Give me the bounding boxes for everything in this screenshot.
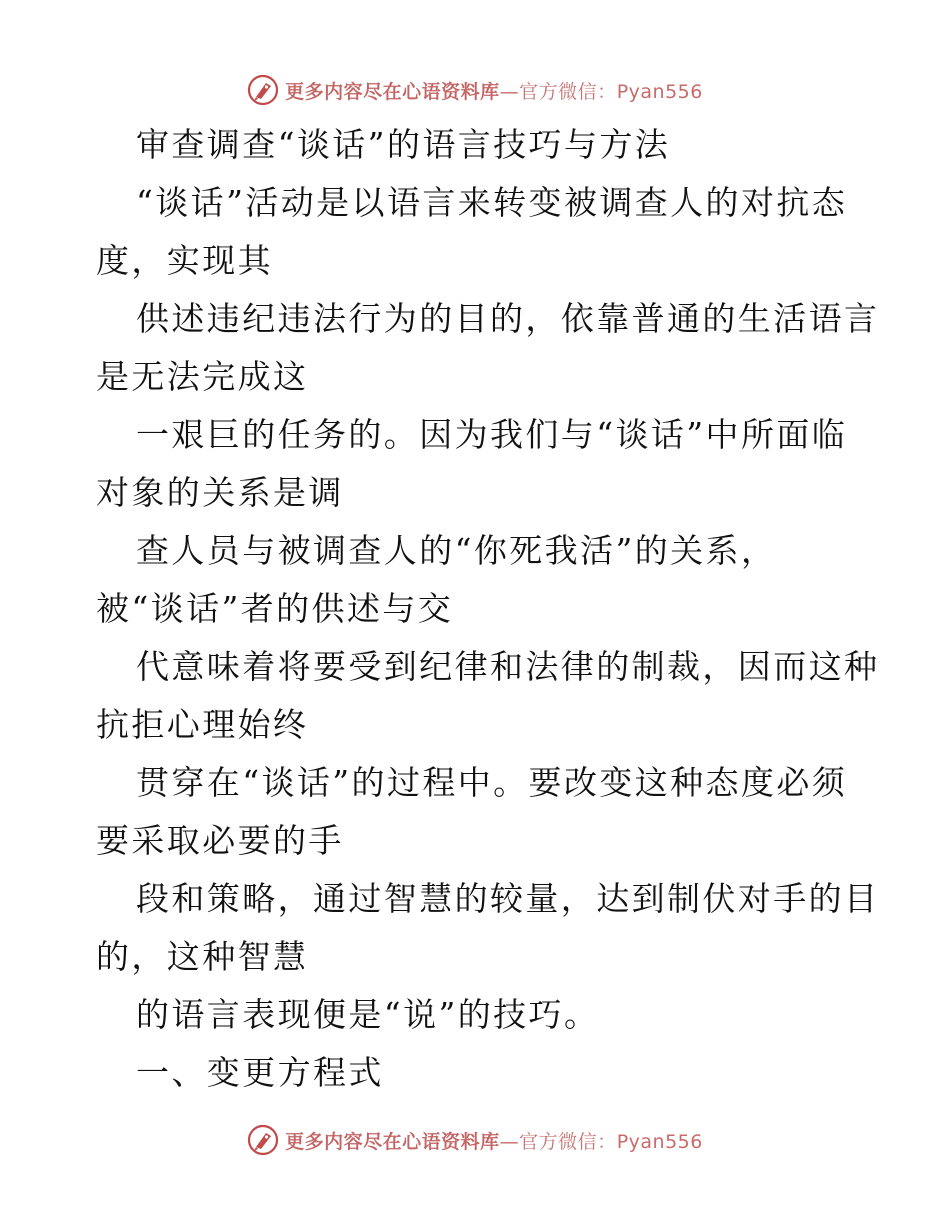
section-heading: 一、变更方程式 [136,1053,384,1092]
text-line: 代意味着将要受到纪律和法律的制裁，因而这种 [136,647,880,686]
text-line: 对象的关系是调 [96,473,344,512]
text-line: 贯穿在“谈话”的过程中。要改变这种态度必须 [136,763,848,802]
text-line: 度，实现其 [96,241,273,280]
text-line: 查人员与被调查人的“你死我活”的关系， [136,531,777,570]
watermark-sub: 官方微信： [519,1130,617,1153]
watermark-id: Pyan556 [616,80,703,103]
text-line: 一艰巨的任务的。因为我们与“谈话”中所面临 [136,415,848,454]
pen-nib-icon [247,74,279,106]
text-line: 供述违纪违法行为的目的，依靠普通的生活语言 [136,299,880,338]
watermark-id: Pyan556 [616,1130,703,1153]
text-line: 抗拒心理始终 [96,705,309,744]
watermark-text [285,1127,703,1154]
document-body [96,116,880,1102]
watermark-main: 更多内容尽在心语资料库 [285,1130,500,1153]
text-line: 的，这种智慧 [96,937,309,976]
text-line: 的语言表现便是“说”的技巧。 [136,995,600,1034]
watermark-separator: — [499,1130,520,1153]
text-line: 要采取必要的手 [96,821,344,860]
pen-nib-icon [247,1124,279,1156]
watermark-main: 更多内容尽在心语资料库 [285,80,500,103]
text-line: “谈话”活动是以语言来转变被调查人的对抗态 [136,183,848,222]
footer-watermark [0,1120,950,1160]
watermark-text [285,77,703,104]
text-line: 是无法完成这 [96,357,309,396]
text-line: 段和策略，通过智慧的较量，达到制伏对手的目 [136,879,880,918]
header-watermark [0,70,950,110]
watermark-sub: 官方微信： [519,80,617,103]
watermark-separator: — [499,80,520,103]
document-title: 审查调查“谈话”的语言技巧与方法 [136,125,671,164]
text-line: 被“谈话”者的供述与交 [96,589,454,628]
